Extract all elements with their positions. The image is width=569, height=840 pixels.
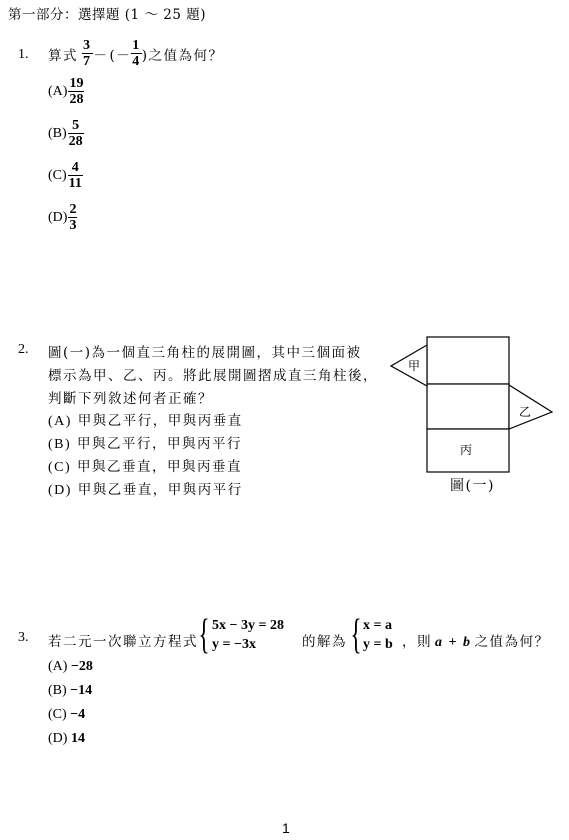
- q1-option-a[interactable]: [48, 76, 84, 107]
- q1-option-d-den: 3: [69, 218, 77, 233]
- q2-option-d[interactable]: [48, 478, 243, 499]
- face-label-bing: 丙: [460, 443, 473, 457]
- q3-suffix-end: 之值為何？: [474, 634, 550, 650]
- q2-line-1: 圖(一)為一個直三角柱的展開圖，其中三個面被: [48, 345, 362, 361]
- q1-option-c-num: 4: [71, 160, 79, 175]
- q2-line-2: 標示為甲、乙、丙。將此展開圖摺成直三角柱後，: [48, 368, 378, 384]
- q3-solution-line-2: y = b: [363, 637, 393, 652]
- q1-option-b-fraction: [68, 118, 84, 149]
- q3-option-c-label: (C): [48, 707, 67, 722]
- page-number: 1: [282, 820, 290, 836]
- q2-option-a[interactable]: [48, 409, 243, 430]
- q1-fraction-a-num: 3: [83, 38, 92, 53]
- q1-number: 1.: [18, 47, 29, 62]
- q1-option-a-num: 19: [69, 76, 84, 91]
- q3-option-a-label: (A): [48, 659, 68, 674]
- figure-caption: 圖(一): [450, 478, 495, 494]
- q1-option-d-num: 2: [69, 202, 77, 217]
- q3-prefix: 若二元一次聯立方程式: [48, 634, 198, 650]
- q3-number: 3.: [18, 630, 29, 645]
- q3-option-c-value: −4: [70, 707, 86, 722]
- q2-option-c-label: (C): [48, 460, 72, 475]
- q3-option-d-value: 14: [70, 731, 85, 746]
- q3-system-line-1: 5x − 3y = 28: [212, 618, 284, 633]
- q3-suffix-start: ，則: [402, 634, 432, 650]
- q1-minus: －: [93, 47, 109, 64]
- q1-option-b-label: (B): [48, 125, 67, 141]
- q1-option-c[interactable]: [48, 160, 83, 191]
- q3-option-d-label: (D): [48, 731, 68, 746]
- q2-option-c[interactable]: [48, 455, 242, 476]
- q3-option-a[interactable]: [48, 659, 93, 675]
- q3-option-c[interactable]: [48, 707, 85, 723]
- q2-line-3: 判斷下列敘述何者正確？: [48, 391, 213, 407]
- q2-option-c-text: 甲與乙垂直，甲與丙垂直: [76, 459, 242, 475]
- q1-fraction-b: [131, 38, 142, 69]
- q1-option-a-fraction: [68, 76, 84, 107]
- q3-solution-line-1: x = a: [363, 618, 392, 633]
- q1-fraction-b-num: 1: [132, 38, 141, 53]
- q1-fraction-a: [82, 38, 93, 69]
- q1-option-a-label: (A): [48, 83, 68, 99]
- q1-stem: [48, 38, 224, 69]
- q3-option-b-label: (B): [48, 683, 67, 698]
- q3-option-b-value: −14: [70, 683, 93, 698]
- face-label-yi: 乙: [519, 405, 532, 419]
- section-title: 第一部分：選擇題 (1 ～ 25 題): [8, 7, 206, 23]
- q2-option-b-text: 甲與乙平行，甲與丙平行: [76, 436, 242, 452]
- q3-option-a-value: −28: [70, 659, 93, 674]
- q1-option-c-den: 11: [68, 176, 82, 191]
- q3-option-d[interactable]: [48, 731, 85, 747]
- q1-option-b-den: 28: [68, 134, 83, 149]
- q1-option-d[interactable]: [48, 202, 77, 233]
- q1-option-d-label: (D): [48, 209, 68, 225]
- q1-prefix: 算式: [48, 47, 78, 64]
- q1-option-b[interactable]: [48, 118, 84, 149]
- q2-option-a-label: (A): [48, 414, 72, 429]
- q3-system-line-2: y = −3x: [212, 637, 256, 652]
- q2-option-a-text: 甲與乙平行，甲與丙垂直: [77, 413, 243, 429]
- q3-solution-brace: {: [350, 612, 362, 658]
- q1-open-paren: (－: [109, 47, 132, 64]
- q3-system-brace: {: [198, 612, 210, 658]
- q1-option-b-num: 5: [72, 118, 80, 133]
- q1-fraction-a-den: 7: [83, 54, 92, 69]
- net-face-middle-rect: [427, 384, 509, 429]
- q2-number: 2.: [18, 342, 29, 357]
- q3-option-b[interactable]: [48, 683, 92, 699]
- q1-option-d-fraction: [68, 202, 77, 233]
- q3-expression: a + b: [435, 635, 472, 650]
- q1-option-a-den: 28: [69, 92, 84, 107]
- q1-option-c-label: (C): [48, 167, 67, 183]
- net-face-jia-rect: [427, 337, 509, 384]
- q2-option-d-text: 甲與乙垂直，甲與丙平行: [77, 482, 243, 498]
- q3-suffix: [402, 630, 549, 651]
- q3-middle: 的解為: [302, 634, 347, 650]
- q1-fraction-b-den: 4: [132, 54, 141, 69]
- q1-suffix: )之值為何？: [141, 47, 224, 64]
- q2-option-b[interactable]: [48, 432, 242, 453]
- q2-option-d-label: (D): [48, 483, 72, 498]
- prism-net-figure: [380, 330, 560, 480]
- face-label-jia: 甲: [408, 359, 421, 373]
- q2-option-b-label: (B): [48, 437, 72, 452]
- q1-option-c-fraction: [68, 160, 83, 191]
